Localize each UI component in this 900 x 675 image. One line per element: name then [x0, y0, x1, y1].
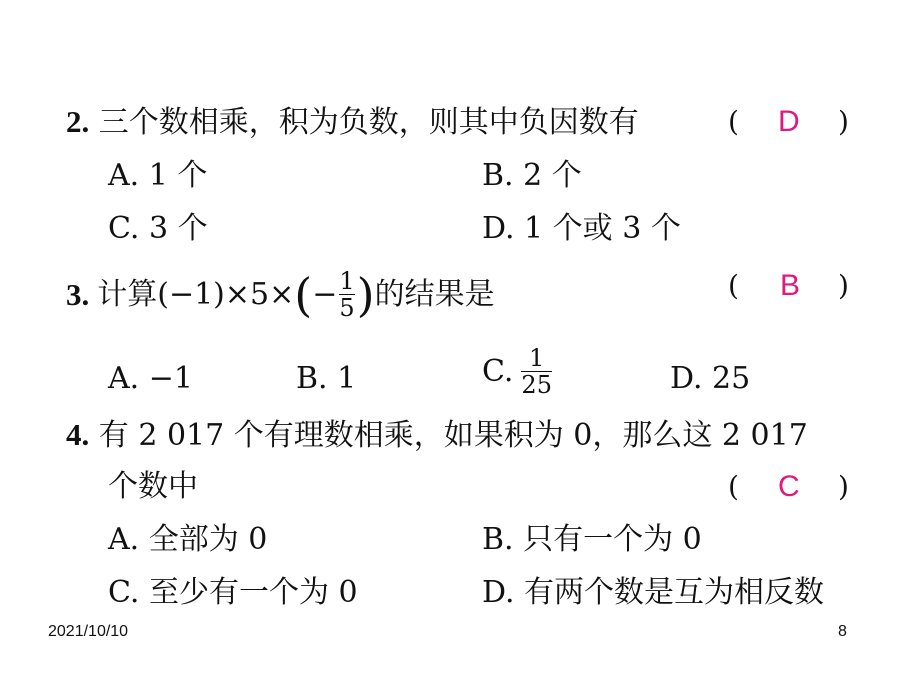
option-d: D. 1 个或 3 个: [482, 211, 681, 246]
option-d: D. 25: [670, 361, 751, 396]
question-4: [66, 417, 808, 454]
minus-sign: −: [312, 276, 338, 312]
option-a: A. 全部为 0: [108, 522, 268, 557]
paren-close: ): [838, 470, 849, 503]
fraction-one-fifth: [339, 268, 354, 321]
question-stem-suffix: 的结果是: [374, 276, 495, 312]
question-2: [66, 104, 639, 141]
option-d: D. 有两个数是互为相反数: [482, 575, 825, 610]
question-stem-line1: 有 2 017 个有理数相乘，如果积为 0，那么这 2 017: [98, 418, 808, 453]
question-stem-line2: 个数中: [108, 469, 198, 504]
answer-bracket-close-q3: [838, 268, 849, 304]
option-c: C. 3 个: [108, 211, 208, 246]
option-label: C.: [482, 353, 514, 389]
fraction-one-twentyfifth: [521, 345, 552, 398]
paren-close: ): [838, 269, 849, 302]
paren-open: (: [728, 269, 739, 302]
answer-q3: B: [780, 269, 801, 302]
fraction-denominator: 25: [521, 371, 552, 399]
answer-bracket-close-q2: [838, 104, 849, 140]
answer-q2: D: [778, 105, 800, 138]
slide-date: 2021/10/10: [48, 623, 129, 640]
answer-bracket-q3: [728, 268, 739, 304]
question-stem: 三个数相乘，积为负数，则其中负因数有: [98, 105, 639, 140]
option-b: B. 只有一个为 0: [482, 522, 702, 557]
option-c: C. 至少有一个为 0: [108, 575, 358, 610]
question-number: 4.: [66, 417, 90, 452]
slide-page-number: 8: [838, 623, 847, 640]
question-3: [66, 268, 495, 321]
fraction-denominator: 5: [339, 294, 355, 322]
option-b: B. 2 个: [482, 158, 582, 193]
paren-open: (: [728, 105, 739, 138]
question-number: 3.: [66, 276, 90, 312]
option-a: A. 1 个: [108, 158, 208, 193]
question-number: 2.: [66, 104, 90, 139]
option-a: A. −1: [108, 361, 193, 396]
fraction-numerator: 1: [529, 344, 545, 372]
answer-bracket-q2: [728, 104, 739, 140]
paren-close: ): [838, 105, 849, 138]
answer-q4: C: [778, 470, 800, 503]
answer-bracket-close-q4: [838, 469, 849, 505]
fraction-numerator: 1: [339, 267, 355, 295]
big-paren-close: ): [356, 267, 375, 322]
big-paren-open: (: [294, 267, 313, 322]
paren-open: (: [728, 470, 739, 503]
question-stem-prefix: 计算(−1)×5×: [97, 276, 295, 312]
option-c: [482, 345, 554, 398]
answer-bracket-q4: [728, 469, 739, 505]
option-b: B. 1: [296, 361, 357, 396]
